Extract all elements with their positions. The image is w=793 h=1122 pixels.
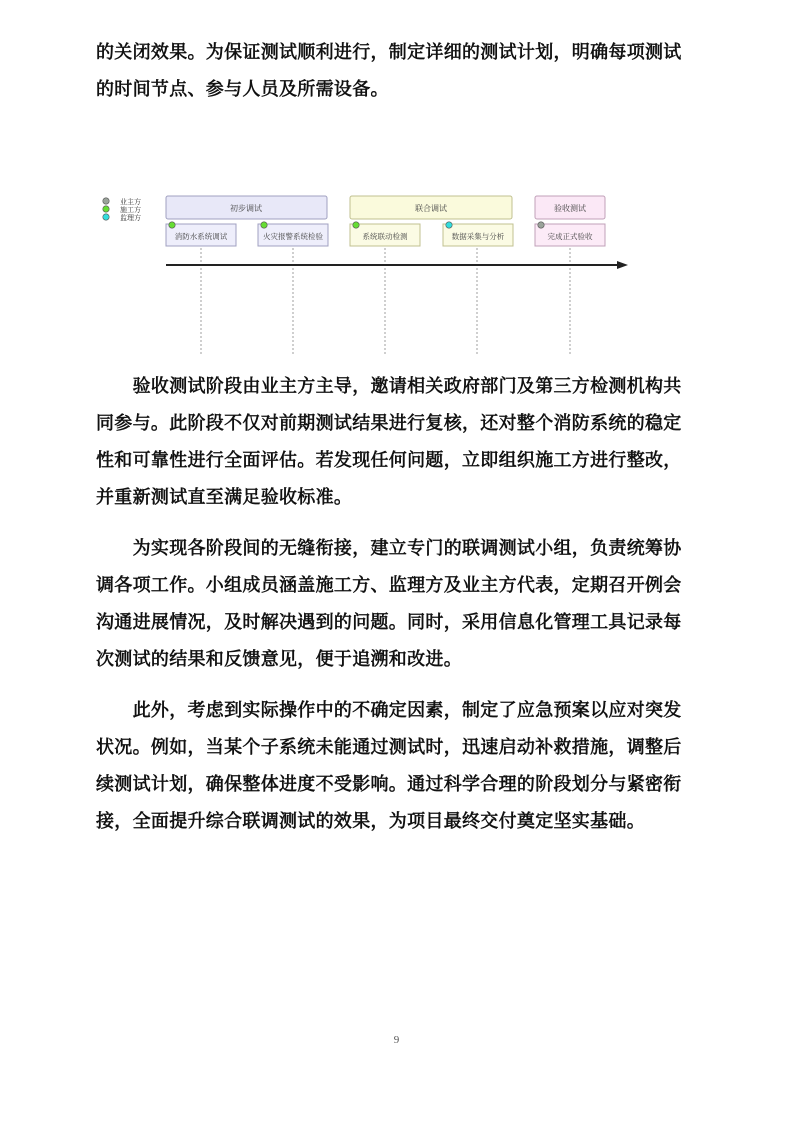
phase-box — [350, 196, 512, 219]
task-box-label: 数据采集与分析 — [451, 232, 505, 241]
text-line: 续测试计划，确保整体进度不受影响。通过科学合理的阶段划分与紧密衔 — [96, 774, 682, 795]
task-box — [535, 222, 605, 246]
phase-box-label: 初步调试 — [230, 204, 262, 213]
text-line: 次测试的结果和反馈意见，便于追溯和改进。 — [96, 649, 462, 670]
phase-box-label: 验收测试 — [554, 204, 586, 213]
paragraph-coordination — [96, 530, 696, 678]
paragraph-contingency — [96, 692, 696, 840]
task-box-label: 火灾报警系统检验 — [263, 232, 323, 241]
text-line: 性和可靠性进行全面评估。若发现任何问题，立即组织施工方进行整改， — [96, 450, 682, 471]
task-dot — [261, 222, 267, 228]
text-line: 的关闭效果。为保证测试顺利进行，制定详细的测试计划，明确每项测试 — [96, 42, 682, 63]
legend-label-owner: 业主方 — [120, 198, 141, 206]
text-line: 并重新测试直至满足验收标准。 — [96, 487, 353, 508]
phase-box-label: 联合调试 — [415, 204, 447, 213]
legend-dot-contractor — [103, 206, 109, 212]
task-box — [350, 222, 420, 246]
text-line: 为实现各阶段间的无缝衔接，建立专门的联调测试小组，负责统筹协 — [96, 538, 682, 559]
text-line: 的时间节点、参与人员及所需设备。 — [96, 79, 389, 100]
legend-label-contractor: 施工方 — [120, 206, 141, 214]
task-dot — [538, 222, 544, 228]
task-dot — [169, 222, 175, 228]
task-box-label: 系统联动检测 — [362, 232, 408, 241]
paragraph-acceptance — [96, 368, 696, 516]
text-line: 状况。例如，当某个子系统未能通过测试时，迅速启动补救措施，调整后 — [96, 737, 682, 758]
text-line: 接，全面提升综合联调测试的效果，为项目最终交付奠定坚实基础。 — [96, 811, 645, 832]
task-box-label: 完成正式验收 — [547, 232, 593, 241]
task-dot — [446, 222, 452, 228]
timeline-arrowhead — [617, 261, 628, 269]
task-dot — [353, 222, 359, 228]
legend-dot-owner — [103, 198, 109, 204]
task-box — [166, 222, 236, 246]
task-box — [258, 222, 328, 246]
text-line: 沟通进展情况，及时解决遇到的问题。同时，采用信息化管理工具记录每 — [96, 612, 682, 633]
phase-box — [166, 196, 327, 219]
legend — [103, 197, 141, 222]
task-box-label: 消防水系统调试 — [174, 232, 228, 241]
paragraph-intro — [96, 34, 696, 108]
text-line: 验收测试阶段由业主方主导，邀请相关政府部门及第三方检测机构共 — [96, 376, 682, 397]
legend-dot-supervisor — [103, 214, 109, 220]
task-box — [443, 222, 513, 246]
legend-label-supervisor: 监理方 — [120, 214, 141, 222]
schedule-diagram — [0, 168, 793, 368]
text-line: 同参与。此阶段不仅对前期测试结果进行复核，还对整个消防系统的稳定 — [96, 413, 682, 434]
phase-box — [535, 196, 605, 219]
text-line: 此外，考虑到实际操作中的不确定因素，制定了应急预案以应对突发 — [96, 700, 682, 721]
text-line: 调各项工作。小组成员涵盖施工方、监理方及业主方代表，定期召开例会 — [96, 575, 682, 596]
page-number: 9 — [393, 1034, 400, 1046]
